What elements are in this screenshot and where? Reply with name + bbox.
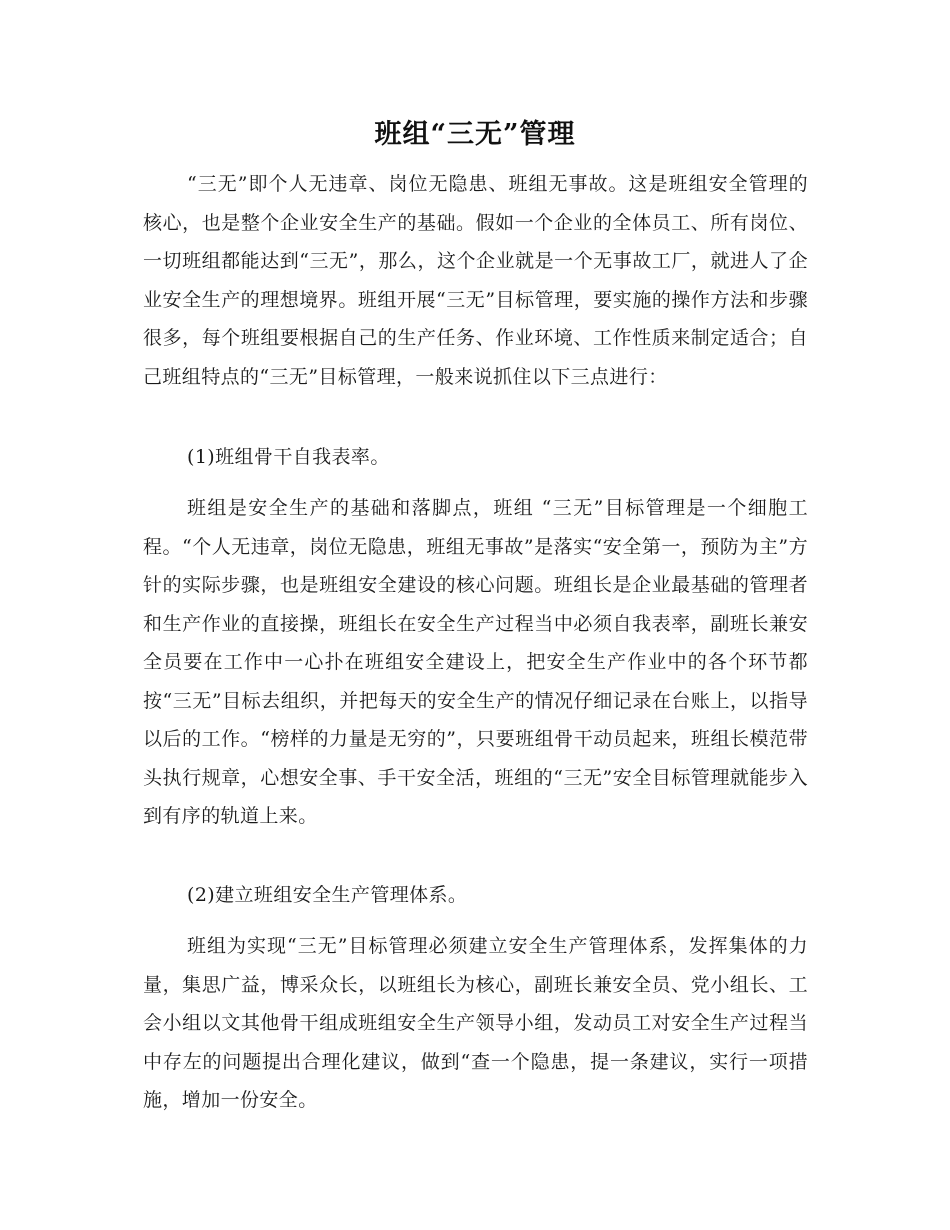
section-heading-2: (2)建立班组安全生产管理体系。 <box>187 884 468 906</box>
paragraph-section-2: 班组为实现“三无”目标管理必须建立安全生产管理体系，发挥集体的力量，集思广益，博采众长，以班组长为核心，副班长兼安全员、党小组长、工会小组以文其他骨干组成班组安全生产领导小组，发动员工对安全生产过程当中存左的问题提出合理化建议，做到“查一个隐患，提一条建议，实行一项措施，增加一份安全。 <box>143 935 808 1111</box>
paragraph-section-1: 班组是安全生产的基础和落脚点，班组 “三无”目标管理是一个细胞工程。“个人无违章，岗位无隐患，班组无事故”是落实“安全第一，预防为主”方针的实际步骤，也是班组安全建设的核心问题。班组长是企业最基础的管理者和生产作业的直接操，班组长在安全生产过程当中必须自我表率，副班长兼安全员要在工作中一心扑在班组安全建设上，把安全生产作业中的各个环节都按“三无”目标去组织，并把每天的安全生产的情况仔细记录在台账上，以指导以后的工作。“榜样的力量是无穷的”，只要班组骨干动员起来，班组长模范带头执行规章，心想安全事、手干安全活，班组的“三无”安全目标管理就能步入到有序的轨道上来。 <box>143 497 808 827</box>
document-title: 班组“三无”管理 <box>374 119 576 150</box>
section-heading-1: (1)班组骨干自我表率。 <box>187 446 390 468</box>
paragraph-intro: “三无”即个人无违章、岗位无隐患、班组无事故。这是班组安全管理的核心，也是整个企业安全生产的基础。假如一个企业的全体员工、所有岗位、一切班组都能达到“三无”，那么，这个企业就是一个无事故工厂，就进人了企业安全生产的理想境界。班组开展“三无”目标管理，要实施的操作方法和步骤很多，每个班组要根据自己的生产任务、作业环境、工作性质来制定适合；自己班组特点的“三无”目标管理，一般来说抓住以下三点进行： <box>143 173 808 388</box>
